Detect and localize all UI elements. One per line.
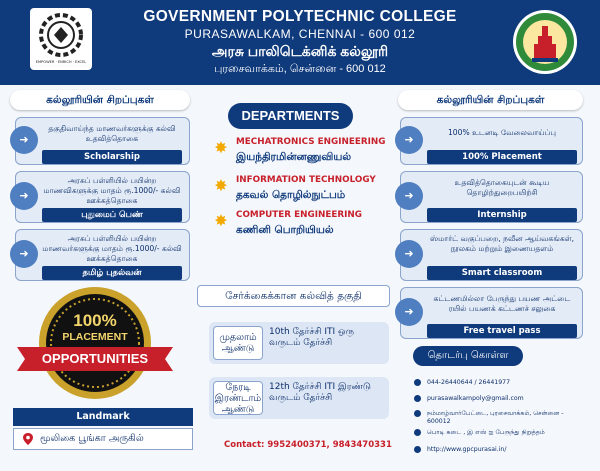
contact-phone	[414, 379, 584, 388]
dept-ta-mechatronics: இயந்திரமின்னணுவியல்	[236, 151, 352, 163]
globe-icon	[414, 446, 421, 453]
card-text: ஸ்மார்ட் வகுப்பறை, நவீன ஆய்வகங்கள், நூலகம் மற்றும் இணையதளம்	[429, 234, 575, 253]
admission-row-lateral	[209, 377, 389, 419]
map-pin-icon	[22, 433, 34, 445]
star-icon: ✸	[214, 138, 228, 157]
college-title-ta: அரசு பாலிடெக்னிக் கல்லூரி	[211, 43, 389, 59]
landmark-text: மூலிகை பூங்கா அருகில்	[40, 433, 144, 444]
dept-ta-it: தகவல் தொழில்நுட்பம்	[236, 189, 346, 201]
contact-bus-stop-text: பொடி கடை , இ எஸ் ஐ பேருந்து நிறுத்தம்	[427, 429, 545, 436]
left-card-2	[15, 171, 190, 223]
admission-desc: 12th தேர்ச்சி ITI இரண்டு வருடம் தேர்ச்சி	[269, 382, 371, 403]
location-icon	[414, 410, 421, 417]
arrow-icon: ➜	[10, 126, 38, 154]
left-card-1	[15, 117, 190, 165]
contact-website	[414, 446, 584, 455]
mail-icon	[414, 395, 421, 402]
temple-emblem-icon	[512, 8, 578, 76]
contact-email	[414, 395, 584, 404]
admission-desc: 10th தேர்ச்சி ITI ஒரு வருடம் தேர்ச்சி	[269, 327, 354, 348]
bus-icon	[414, 429, 421, 436]
left-features-heading: கல்லூரியின் சிறப்புகள்	[10, 90, 190, 110]
left-card-3	[15, 229, 190, 281]
star-icon: ✸	[214, 176, 228, 195]
card-tag-smart-classroom: Smart classroom	[427, 266, 577, 280]
dept-en-mechatronics: MECHATRONICS ENGINEERING	[236, 137, 386, 147]
arrow-icon: ➜	[395, 182, 423, 210]
contact-email-text[interactable]: purasawalkampoly@gmail.com	[427, 395, 524, 402]
arrow-icon: ➜	[10, 240, 38, 268]
arrow-icon: ➜	[395, 298, 423, 326]
college-address-ta: புரசைவாக்கம், சென்னை - 600 012	[214, 63, 386, 75]
landmark-heading: Landmark	[13, 408, 193, 426]
arrow-icon: ➜	[395, 126, 423, 154]
admission-row-first-year	[209, 322, 389, 364]
admission-label: முதலாம் ஆண்டு	[213, 326, 263, 360]
card-text: அரசுப் பள்ளியில் பயின்ற மாணவிகளுக்கு மாதம் ரூ.1000/- கல்வி ஊக்கத்தொகை	[43, 176, 181, 205]
contact-phone-line: Contact: 9952400371, 9843470331	[224, 440, 392, 450]
card-text: 100% உடனடி வேலைவாய்ப்பு	[447, 128, 557, 137]
star-icon: ✸	[214, 211, 228, 230]
contact-website-text[interactable]: http://www.gpcpurasai.in/	[427, 446, 507, 453]
badge-ribbon-text: OPPORTUNITIES	[41, 351, 149, 366]
placement-badge	[15, 285, 175, 403]
phone-icon	[414, 379, 421, 386]
card-text: தகுதிவாய்ந்த மாணவர்களுக்கு கல்வி உதவித்தொகை	[48, 124, 176, 143]
college-address-en: PURASAWALKAM, CHENNAI - 600 012	[184, 27, 416, 41]
card-tag-tamil-pudhalvan: தமிழ் புதல்வன்	[42, 266, 182, 280]
badge-placement: PLACEMENT	[62, 331, 128, 343]
card-tag-internship: Internship	[427, 208, 577, 222]
logo-caption: EMPOWER · ENRICH · EXCEL	[35, 60, 87, 64]
contact-address	[414, 410, 584, 426]
arrow-icon: ➜	[395, 240, 423, 268]
admission-label: நேரடி இரண்டாம் ஆண்டு	[214, 381, 262, 415]
contact-address-text: நம்மாழ்வார்பேட்டை, புரசைவாக்கம், சென்னை - 600012	[427, 410, 564, 425]
header-banner	[0, 0, 600, 85]
badge-seal-icon	[15, 285, 175, 403]
right-card-1	[400, 117, 583, 165]
tn-govt-emblem	[512, 8, 578, 76]
contact-heading: தொடர்பு கொள்ள	[413, 346, 523, 366]
arrow-icon: ➜	[10, 182, 38, 210]
landmark-box	[13, 428, 193, 450]
badge-percent: 100%	[73, 311, 117, 330]
right-card-2	[400, 171, 583, 223]
dept-ta-computer: கணினி பொறியியல்	[236, 224, 334, 236]
card-tag-free-travel: Free travel pass	[427, 324, 577, 338]
dept-en-computer: COMPUTER ENGINEERING	[236, 210, 362, 220]
card-text: அரசுப் பள்ளியில் பயின்ற மாணவர்களுக்கு மாதம் ரூ.1000/- கல்வி ஊக்கத்தொகை	[42, 234, 182, 263]
card-text: உதவித்தொகையுடன் கூடிய தொழிற்துறைபயிற்சி	[454, 178, 550, 197]
dept-en-it: INFORMATION TECHNOLOGY	[236, 175, 376, 185]
college-logo	[30, 8, 92, 70]
departments-heading: DEPARTMENTS	[228, 103, 353, 129]
right-card-4	[400, 287, 583, 339]
card-tag-placement: 100% Placement	[427, 150, 577, 164]
card-text: கட்டணமில்லா பேருந்து பயண அட்டை ரயில் பயணக் கட்டணச் சலுகை	[433, 294, 571, 313]
college-title-en: GOVERNMENT POLYTECHNIC COLLEGE	[143, 8, 457, 25]
contact-phone-text: 044-26440644 / 26441977	[427, 379, 511, 386]
admission-heading: சேர்க்கைக்கான கல்வித் தகுதி	[197, 285, 390, 307]
right-card-3	[400, 229, 583, 281]
right-features-heading: கல்லூரியின் சிறப்புகள்	[398, 90, 583, 110]
card-tag-scholarship: Scholarship	[42, 150, 182, 164]
card-tag-pudhumai-penn: புதுமைப் பெண்	[42, 208, 182, 222]
contact-bus-stop	[414, 429, 584, 438]
